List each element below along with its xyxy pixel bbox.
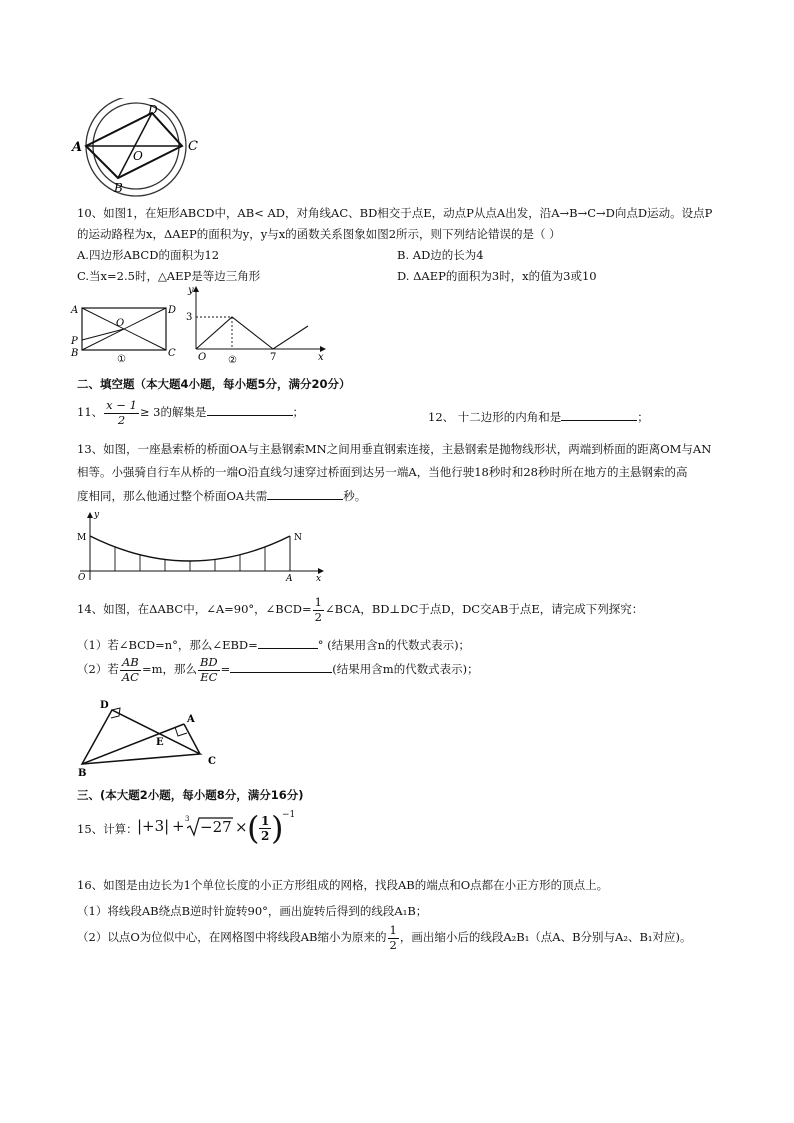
fig2-label-O: O bbox=[198, 352, 207, 363]
tri-label-B: B bbox=[78, 768, 87, 778]
q11-suffix: 的解集是 bbox=[160, 405, 207, 419]
q13-bridge-figure bbox=[72, 508, 332, 584]
q13-answer-blank[interactable] bbox=[267, 487, 343, 500]
q14-ab: AB bbox=[120, 657, 141, 671]
q16-line2: （1）将线段AB绕点B逆时针旋转90°，画出旋转后得到的线段A₁B； bbox=[77, 904, 428, 918]
q14-part2-b: =m，那么 bbox=[141, 662, 197, 676]
q13-line3-text: 度相同，那么他通过整个桥面OA共需 bbox=[77, 489, 268, 503]
q10-option-b: B. AD边的长为4 bbox=[397, 248, 484, 262]
q16-line3-b: ，画出缩小后的线段A₂B₁（点A、B分别与A₂、B₁对应)。 bbox=[399, 930, 692, 944]
fig2-label-7: 7 bbox=[270, 352, 277, 363]
q11-numerator: x − 1 bbox=[106, 398, 137, 412]
fig1-label-C: C bbox=[168, 348, 176, 359]
q10-figure-1 bbox=[66, 300, 181, 366]
bridge-label-x: x bbox=[316, 574, 322, 584]
q15-fraction bbox=[259, 815, 271, 842]
q11 bbox=[77, 400, 304, 426]
fig1-label-P: P bbox=[71, 336, 78, 347]
tri-label-E: E bbox=[156, 737, 164, 748]
q16-half-numerator: 1 bbox=[389, 923, 397, 937]
label-O: O bbox=[133, 149, 143, 163]
tri-label-A: A bbox=[187, 714, 195, 725]
q15-times: × bbox=[235, 818, 248, 836]
q13-line3-end: 秒。 bbox=[343, 489, 367, 503]
q16-line3 bbox=[77, 925, 692, 951]
fig1-label-B: B bbox=[71, 348, 79, 359]
tri-label-D: D bbox=[100, 700, 109, 711]
q16-half-denominator: 2 bbox=[389, 937, 397, 952]
bridge-label-y: y bbox=[94, 510, 100, 520]
q13-line2: 相等。小强骑自行车从桥的一端O沿直线匀速穿过桥面到达另一端A，当他行驶18秒时和28秒时所在地方的主悬钢索的高 bbox=[77, 465, 688, 479]
q15-prefix: 15、计算： bbox=[77, 822, 138, 836]
q14-half-fraction bbox=[313, 597, 324, 623]
q13-line3 bbox=[77, 487, 366, 504]
bridge-label-O: O bbox=[78, 573, 86, 583]
q16-line3-a: （2）以点O为位似中心，在网格图中将线段AB缩小为原来的 bbox=[77, 930, 387, 944]
q14-part2-blank[interactable] bbox=[230, 660, 332, 673]
label-D: D bbox=[148, 103, 158, 117]
q14-part1-b: ° (结果用含n的代数式表示)； bbox=[317, 638, 471, 652]
q12-text: 12、 十二边形的内角和是 bbox=[428, 410, 562, 424]
q15-plus: + bbox=[172, 817, 185, 835]
q15 bbox=[77, 809, 296, 849]
bridge-label-N: N bbox=[294, 533, 302, 543]
q10-option-d: D. ΔAEP的面积为3时，x的值为3或10 bbox=[397, 269, 597, 283]
q11-fraction bbox=[104, 400, 139, 426]
q15-fraction-denominator: 2 bbox=[261, 829, 270, 843]
q11-end: ； bbox=[292, 405, 304, 419]
q12-answer-blank[interactable] bbox=[561, 408, 637, 421]
q14-part1 bbox=[77, 636, 470, 653]
q14-part2-c: = bbox=[220, 662, 231, 676]
q15-right-paren: ) bbox=[271, 809, 284, 847]
bridge-label-A: A bbox=[286, 574, 293, 584]
tri-label-C: C bbox=[208, 756, 216, 767]
label-B: B bbox=[114, 181, 123, 195]
q13-line1: 13、如图，一座悬索桥的桥面OA与主悬钢索MN之间用垂直钢索连接，主悬钢索是抛物线形状，两端到桥面的距离OM与AN bbox=[77, 442, 712, 456]
q14-stem-a: 14、如图，在ΔABC中，∠A=90°，∠BCD= bbox=[77, 602, 312, 616]
q11-prefix: 11、 bbox=[77, 405, 104, 419]
q14-part2-a: （2）若 bbox=[77, 662, 119, 676]
q10-option-c: C.当x=2.5时，△AEP是等边三角形 bbox=[77, 269, 261, 283]
q15-root-value: −27 bbox=[200, 818, 232, 836]
q14-part2 bbox=[77, 657, 479, 683]
q16-line1: 16、如图是由边长为1个单位长度的小正方形组成的网格，找段AB的端点和O点都在小正方形的顶点上。 bbox=[77, 878, 609, 892]
q14-bd-ec-fraction bbox=[198, 657, 220, 683]
q12 bbox=[428, 408, 649, 425]
section2-title: 二、填空题（本大题4小题，每小题5分，满分20分） bbox=[77, 377, 351, 391]
label-C: C bbox=[188, 139, 198, 154]
q15-fraction-numerator: 1 bbox=[261, 814, 270, 828]
q14-half-numerator: 1 bbox=[314, 595, 322, 609]
q10-option-a: A.四边形ABCD的面积为12 bbox=[77, 248, 220, 262]
q14-ec: EC bbox=[200, 669, 218, 684]
label-A: A bbox=[72, 140, 83, 155]
q14-triangle-figure bbox=[74, 698, 234, 778]
q15-root-index: 3 bbox=[185, 815, 190, 823]
fig2-number: ② bbox=[228, 355, 237, 366]
q14-part1-blank[interactable] bbox=[258, 636, 318, 649]
q16-half-fraction bbox=[388, 925, 399, 951]
q14-bd: BD bbox=[199, 655, 218, 669]
q11-relation: ≥ 3 bbox=[139, 405, 161, 419]
fig1-label-A: A bbox=[71, 305, 79, 316]
section3-title: 三、(本大题2小题，每小题8分，满分16分) bbox=[77, 788, 304, 802]
q15-abs: |+3| bbox=[137, 817, 170, 835]
q14-ac: AC bbox=[121, 669, 139, 684]
fig1-label-O: O bbox=[116, 318, 125, 329]
q10-figure-2 bbox=[180, 284, 330, 366]
q15-left-paren: ( bbox=[247, 809, 260, 847]
q15-exponent: −1 bbox=[282, 810, 296, 820]
q14-stem-b: ∠BCA，BD⊥DC于点D，DC交AB于点E，请完成下列探究： bbox=[324, 602, 644, 616]
q11-answer-blank[interactable] bbox=[207, 403, 293, 416]
circle-figure bbox=[70, 98, 210, 198]
q14-ab-ac-fraction bbox=[120, 657, 141, 683]
q11-denominator: 2 bbox=[117, 412, 126, 427]
fig2-label-y: y bbox=[188, 285, 194, 296]
bridge-label-M: M bbox=[77, 533, 87, 543]
q14-part2-d: (结果用含m的代数式表示)； bbox=[332, 662, 479, 676]
q12-end: ； bbox=[637, 410, 649, 424]
fig2-label-x: x bbox=[318, 352, 324, 363]
q10-stem-line2: 的运动路程为x，ΔAEP的面积为y，y与x的函数关系图象如图2所示，则下列结论错误的是（ ） bbox=[77, 227, 561, 241]
q14-half-denominator: 2 bbox=[314, 609, 322, 624]
q14-stem bbox=[77, 597, 643, 623]
fig2-label-3: 3 bbox=[186, 312, 193, 323]
q14-part1-a: （1）若∠BCD=n°，那么∠EBD= bbox=[77, 638, 258, 652]
fig1-label-D: D bbox=[168, 305, 177, 316]
q10-stem-line1: 10、如图1，在矩形ABCD中，AB< AD，对角线AC、BD相交于点E，动点P从点A出发，沿A→B→C→D向点D运动。设点P bbox=[77, 206, 713, 220]
fig1-number: ① bbox=[117, 354, 126, 365]
